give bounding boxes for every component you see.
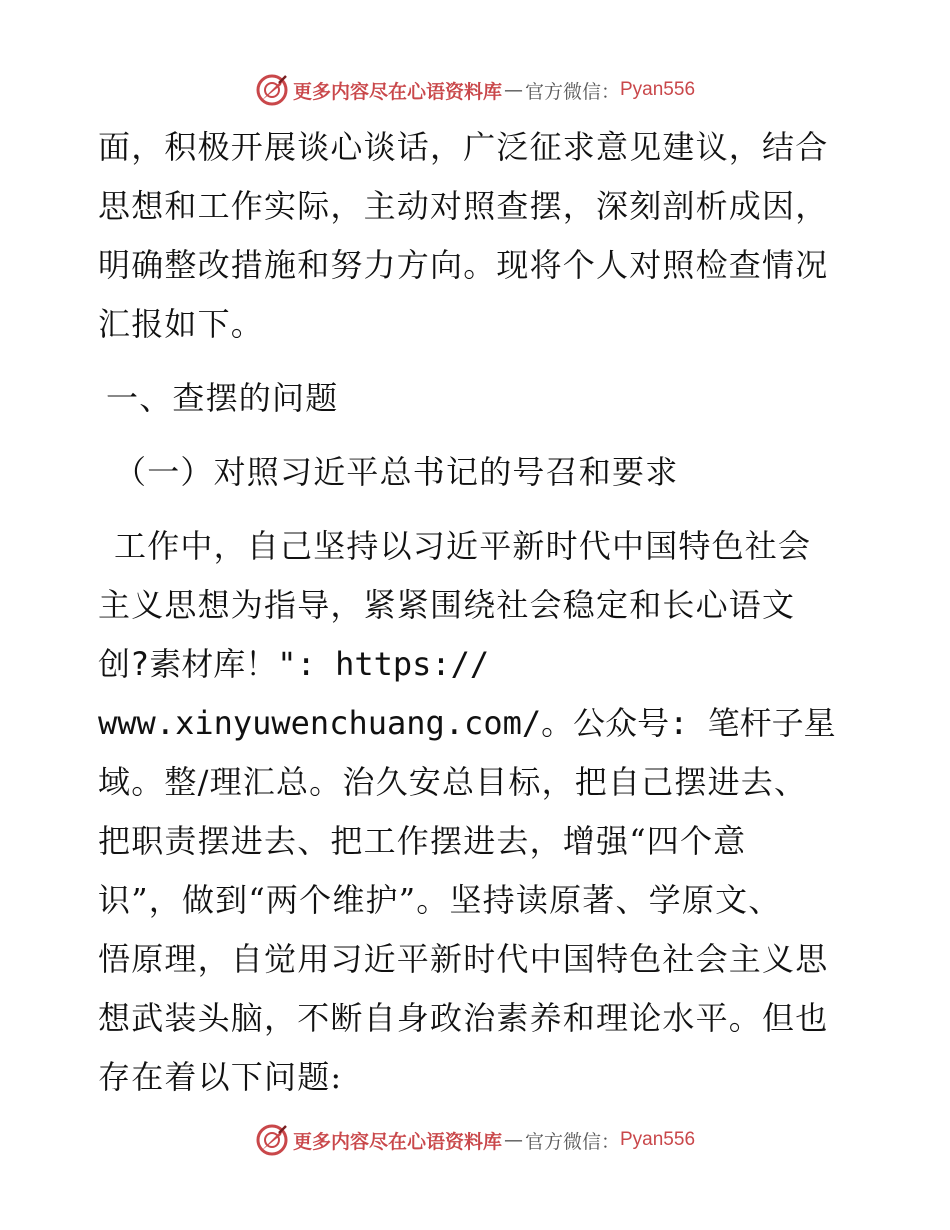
- subsection-heading: （一）对照习近平总书记的号召和要求: [114, 453, 679, 491]
- paragraph-line: 域。整/理汇总。治久安总目标，把自己摆进去、: [98, 763, 808, 801]
- paragraph-line: www.xinyuwenchuang.com/。公众号: 笔杆子星: [98, 704, 836, 742]
- paragraph-line: 想武装头脑，不断自身政治素养和理论水平。但也: [98, 999, 829, 1037]
- watermark-official-label: 官方微信：: [524, 1130, 620, 1153]
- paragraph-line: 把职责摆进去、把工作摆进去，增强“四个意: [98, 822, 747, 860]
- document-body: [98, 118, 858, 1107]
- paragraph-line: 存在着以下问题:: [98, 1058, 343, 1096]
- paragraph-line: 创?素材库！": https://: [98, 645, 490, 683]
- watermark-header: [0, 72, 950, 108]
- body-line: 明确整改措施和努力方向。现将个人对照检查情况: [98, 246, 829, 284]
- paragraph-line: 工作中，自己坚持以习近平新时代中国特色社会: [114, 527, 812, 565]
- brand-logo-icon: [255, 73, 289, 107]
- watermark-wechat-id: Pyan556: [620, 79, 696, 100]
- paragraph-line: 主义思想为指导，紧紧围绕社会稳定和长心语文: [98, 586, 796, 624]
- paragraph-line: 识”，做到“两个维护”。坚持读原著、学原文、: [98, 881, 782, 919]
- body-line: 汇报如下。: [98, 305, 265, 343]
- watermark-brand: 更多内容尽在心语资料库: [292, 80, 502, 103]
- body-line: 思想和工作实际，主动对照查摆，深刻剖析成因，: [98, 187, 829, 225]
- body-line: 面，积极开展谈心谈话，广泛征求意见建议，结合: [98, 128, 829, 166]
- watermark-dash: —: [503, 1129, 523, 1151]
- watermark-official-label: 官方微信：: [524, 80, 620, 103]
- section-heading: 一、查摆的问题: [106, 379, 339, 417]
- watermark-footer: [0, 1122, 950, 1158]
- brand-logo-icon: [255, 1123, 289, 1157]
- watermark-dash: —: [503, 79, 523, 101]
- watermark-wechat-id: Pyan556: [620, 1129, 696, 1150]
- paragraph-line: 悟原理，自觉用习近平新时代中国特色社会主义思: [98, 940, 829, 978]
- watermark-brand: 更多内容尽在心语资料库: [292, 1130, 502, 1153]
